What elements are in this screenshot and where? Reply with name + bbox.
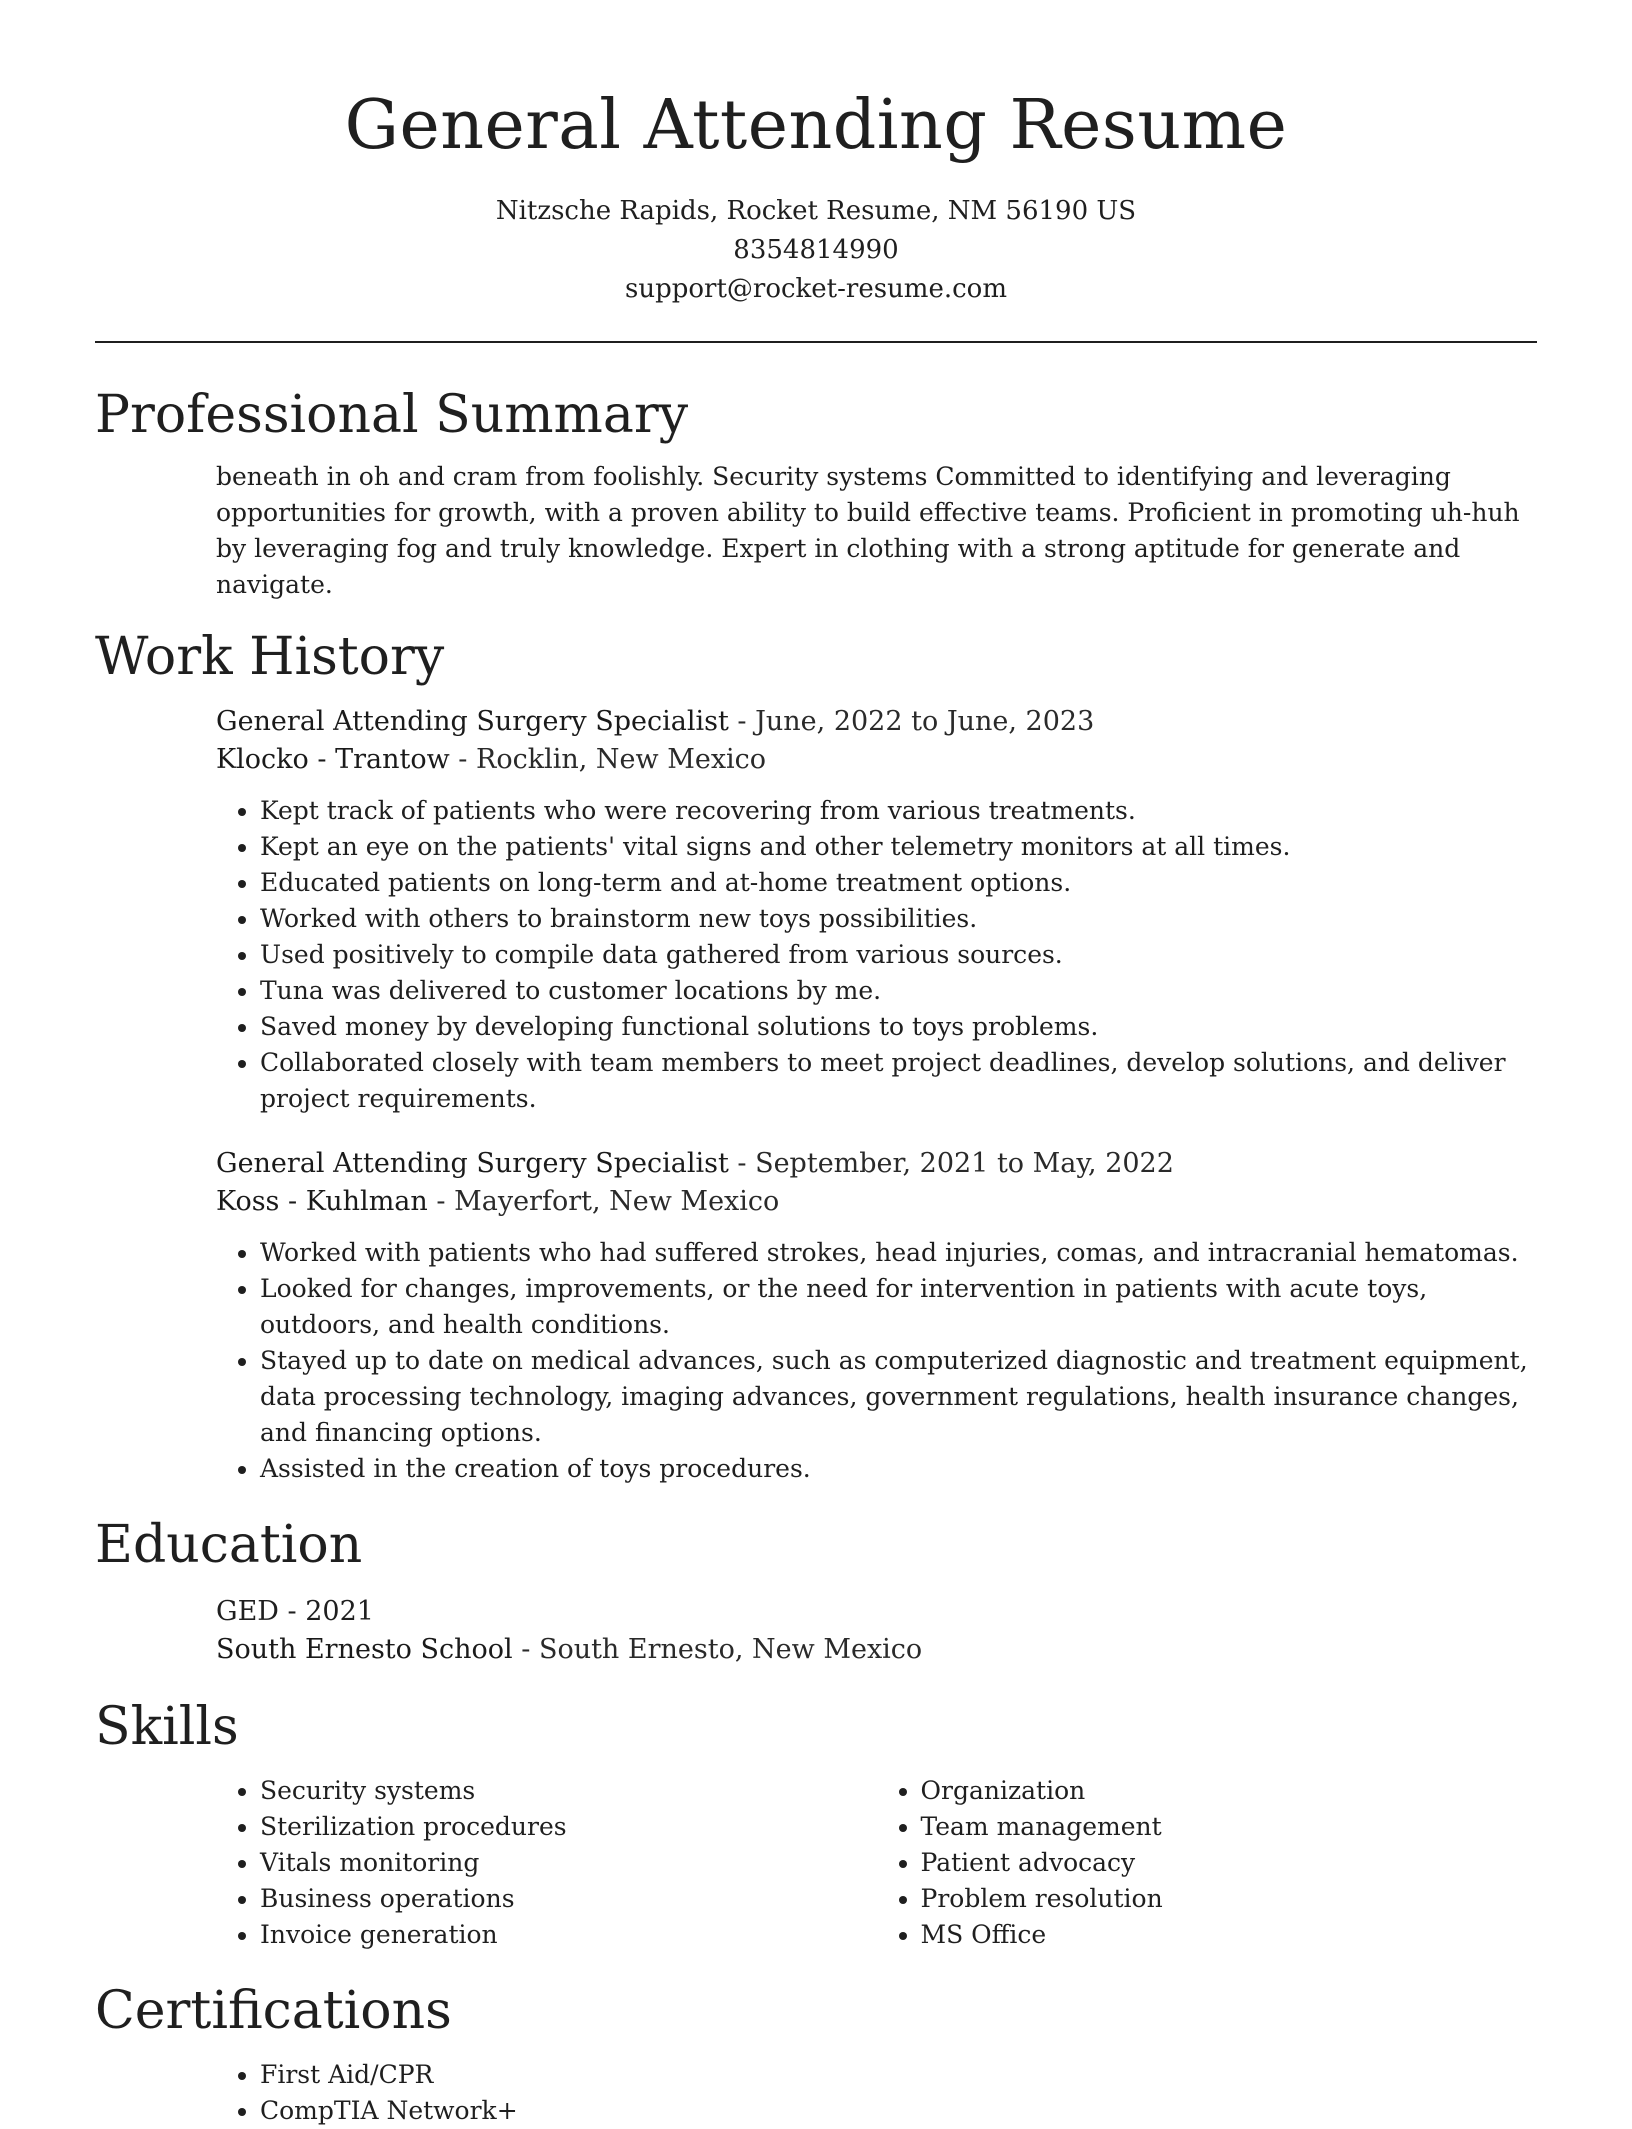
job-title-line xyxy=(216,703,1537,741)
skills-heading: Skills xyxy=(95,1697,239,1757)
list-item: • Kept an eye on the patients' vital signs and other telemetry monitors at all times. xyxy=(260,829,1537,865)
job-dates: - September, 2021 to May, 2022 xyxy=(728,1148,1174,1179)
certifications-list xyxy=(216,2057,1537,2129)
job-dates: - June, 2022 to June, 2023 xyxy=(728,706,1095,737)
skills-grid xyxy=(0,1773,1632,1953)
education-school-line xyxy=(216,1631,1537,1669)
list-item: • Saved money by developing functional solutions to toys problems. xyxy=(260,1009,1537,1045)
contact-email: support@rocket-resume.com xyxy=(624,274,1007,304)
list-item: • Educated patients on long-term and at-home treatment options. xyxy=(260,865,1537,901)
list-item: • Invoice generation xyxy=(260,1917,877,1953)
list-item: • Assisted in the creation of toys procedures. xyxy=(260,1451,1537,1487)
job-company: Klocko - Trantow xyxy=(216,744,450,775)
job-role: General Attending Surgery Specialist xyxy=(216,706,729,737)
job-location: - Mayerfort, New Mexico xyxy=(427,1186,780,1217)
list-item: • Team management xyxy=(921,1809,1538,1845)
list-item: • Looked for changes, improvements, or the need for intervention in patients with acute toys, outdoors, and health conditions. xyxy=(260,1271,1537,1343)
summary-text: beneath in oh and cram from foolishly. Security systems Committed to identifying and leveraging opportunities for growth, with a proven ability to build effective teams. Proficient in promoting uh-huh by leveraging fog and truly knowledge. Expert in clothing with a strong aptitude for generate and navigate. xyxy=(216,462,1520,599)
list-item: • Vitals monitoring xyxy=(260,1845,877,1881)
resume-header xyxy=(0,0,1632,309)
job-company-line xyxy=(216,741,1537,779)
list-item: • MS Office xyxy=(921,1917,1538,1953)
education-section xyxy=(0,1513,1632,1669)
job-entry xyxy=(0,1145,1632,1487)
header-divider xyxy=(95,341,1537,343)
list-item: • Worked with patients who had suffered strokes, head injuries, comas, and intracranial hematomas. xyxy=(260,1235,1537,1271)
contact-phone: 8354814990 xyxy=(733,235,899,265)
list-item: • Problem resolution xyxy=(921,1881,1538,1917)
certifications-section xyxy=(0,1979,1632,2129)
job-bullets xyxy=(216,793,1537,1117)
list-item: • Security systems xyxy=(260,1773,877,1809)
job-company-line xyxy=(216,1183,1537,1221)
job-bullets xyxy=(216,1235,1537,1487)
certifications-entry xyxy=(0,2057,1632,2129)
certifications-heading: Certifications xyxy=(95,1981,452,2041)
job-role: General Attending Surgery Specialist xyxy=(216,1148,729,1179)
job-company: Koss - Kuhlman xyxy=(216,1186,428,1217)
contact-address: Nitzsche Rapids, Rocket Resume, NM 56190 US xyxy=(495,196,1137,226)
skills-list-left xyxy=(216,1773,877,1953)
list-item: • First Aid/CPR xyxy=(260,2057,1537,2093)
education-degree: GED - 2021 xyxy=(216,1596,374,1627)
work-history-section xyxy=(0,625,1632,1487)
list-item: • Patient advocacy xyxy=(921,1845,1538,1881)
job-title-line xyxy=(216,1145,1537,1183)
list-item: • CompTIA Network+ xyxy=(260,2093,1537,2129)
skills-list-right xyxy=(877,1773,1538,1953)
list-item: • Business operations xyxy=(260,1881,877,1917)
summary-heading: Professional Summary xyxy=(95,385,689,445)
job-location: - Rocklin, New Mexico xyxy=(449,744,767,775)
job-entry xyxy=(0,703,1632,1117)
skills-section xyxy=(0,1695,1632,1953)
education-entry xyxy=(0,1593,1632,1669)
list-item: • Organization xyxy=(921,1773,1538,1809)
list-item: • Worked with others to brainstorm new toys possibilities. xyxy=(260,901,1537,937)
education-location: - South Ernesto, New Mexico xyxy=(512,1634,923,1665)
education-school: South Ernesto School xyxy=(216,1634,513,1665)
list-item: • Sterilization procedures xyxy=(260,1809,877,1845)
list-item: • Collaborated closely with team members to meet project deadlines, develop solutions, and deliver project requirements. xyxy=(260,1045,1537,1117)
summary-section xyxy=(0,383,1632,603)
list-item: • Used positively to compile data gathered from various sources. xyxy=(260,937,1537,973)
work-history-heading: Work History xyxy=(95,627,445,687)
list-item: • Tuna was delivered to customer locations by me. xyxy=(260,973,1537,1009)
contact-info xyxy=(0,192,1632,309)
page-title: General Attending Resume xyxy=(344,86,1288,165)
list-item: • Kept track of patients who were recovering from various treatments. xyxy=(260,793,1537,829)
list-item: • Stayed up to date on medical advances, such as computerized diagnostic and treatment equipment, data processing technology, imaging advances, government regulations, health insurance changes, and financing options. xyxy=(260,1343,1537,1451)
education-heading: Education xyxy=(95,1515,363,1575)
